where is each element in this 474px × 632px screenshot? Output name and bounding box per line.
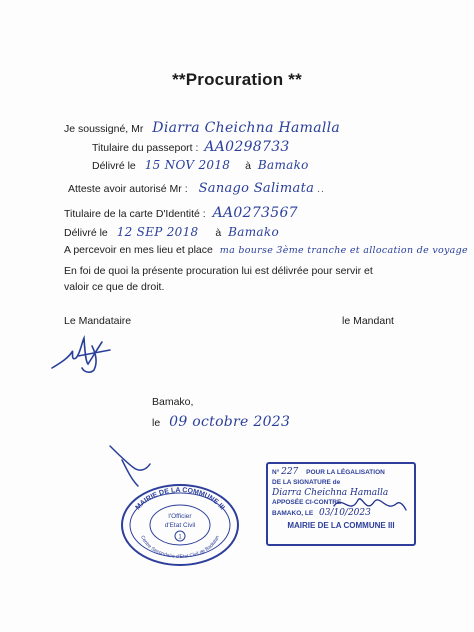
attest-label: Atteste avoir autorisé Mr : [68, 183, 188, 195]
legalisation-number-label: N° [272, 469, 280, 476]
id-issue-date: 12 SEP 2018 [116, 225, 199, 239]
id-card-label: Titulaire de la carte D'Identité : [64, 208, 206, 220]
legalisation-footer: MAIRIE DE LA COMMUNE III [287, 521, 395, 530]
place-text: Bamako, [152, 396, 194, 408]
passport-issue-date: 15 NOV 2018 [144, 158, 231, 172]
passport-issue-label: Délivré le [92, 160, 136, 172]
id-card-number-handwritten: AA0273567 [212, 205, 298, 221]
id-issue-line [64, 225, 279, 239]
id-issue-place-prefix: à [215, 227, 222, 239]
passport-label: Titulaire du passeport : [92, 142, 199, 154]
id-card-line [64, 205, 298, 221]
mandataire-signature [48, 328, 118, 378]
closing-paragraph: En foi de quoi la présente procuration lui est délivrée pour servir et valoir ce que de droit. [64, 265, 373, 293]
stamp-center-line1: l'Officier [168, 513, 192, 520]
date-line [152, 414, 290, 430]
legalisation-date: 03/10/2023 [318, 508, 371, 518]
legalisation-date-label: BAMAKO, LE [272, 510, 314, 517]
mandant-label-right: le Mandant [342, 315, 394, 327]
legalisation-number-row [272, 467, 410, 478]
mandant-name-handwritten: Diarra Cheichna Hamalla [152, 120, 341, 136]
passport-issue-place-prefix: à [245, 160, 251, 172]
mandant-line [64, 120, 340, 136]
stamp-center-line2: d'Etat Civil [164, 522, 196, 529]
passport-issue-place: Bamako [257, 158, 309, 172]
id-issue-label: Délivré le [64, 227, 108, 239]
commune-round-stamp [118, 480, 242, 566]
legalisation-name: Diarra Cheichna Hamalla [272, 488, 389, 498]
mandataire-label: Le Mandataire [64, 315, 132, 327]
passport-issue-line [92, 158, 309, 172]
document-title: **Procuration ** [172, 70, 302, 89]
legalisation-line3: APPOSÉE CI-CONTRE [272, 499, 342, 506]
date-handwritten: 09 octobre 2023 [169, 414, 291, 430]
legalisation-number: 227 [281, 467, 299, 477]
attest-trailing-dots: .. [317, 183, 325, 195]
passport-number-handwritten: AA0298733 [204, 139, 290, 155]
stamp-inner-ring-text: Centre Secondaire d'Etat Civil de Badialan [139, 534, 221, 561]
legalisation-line1: POUR LA LÉGALISATION [306, 469, 385, 476]
id-issue-place: Bamako [228, 225, 279, 239]
purpose-label: A percevoir en mes lieu et place [64, 244, 213, 256]
stamp-center-number: 1 [178, 534, 182, 541]
mandant-label: Je soussigné, Mr [64, 123, 144, 135]
stamp-outer-text: MAIRIE DE LA COMMUNE III [134, 486, 226, 512]
attest-line [68, 181, 325, 196]
legalisation-signature [330, 486, 410, 526]
purpose-handwritten: ma bourse 3ème tranche et allocation de voyage [219, 245, 468, 256]
purpose-line [64, 244, 468, 256]
passport-line [92, 139, 290, 155]
authorized-name-handwritten: Sanago Salimata [198, 181, 315, 196]
date-prefix: le [152, 417, 161, 429]
legalisation-line2: DE LA SIGNATURE de [272, 479, 341, 486]
